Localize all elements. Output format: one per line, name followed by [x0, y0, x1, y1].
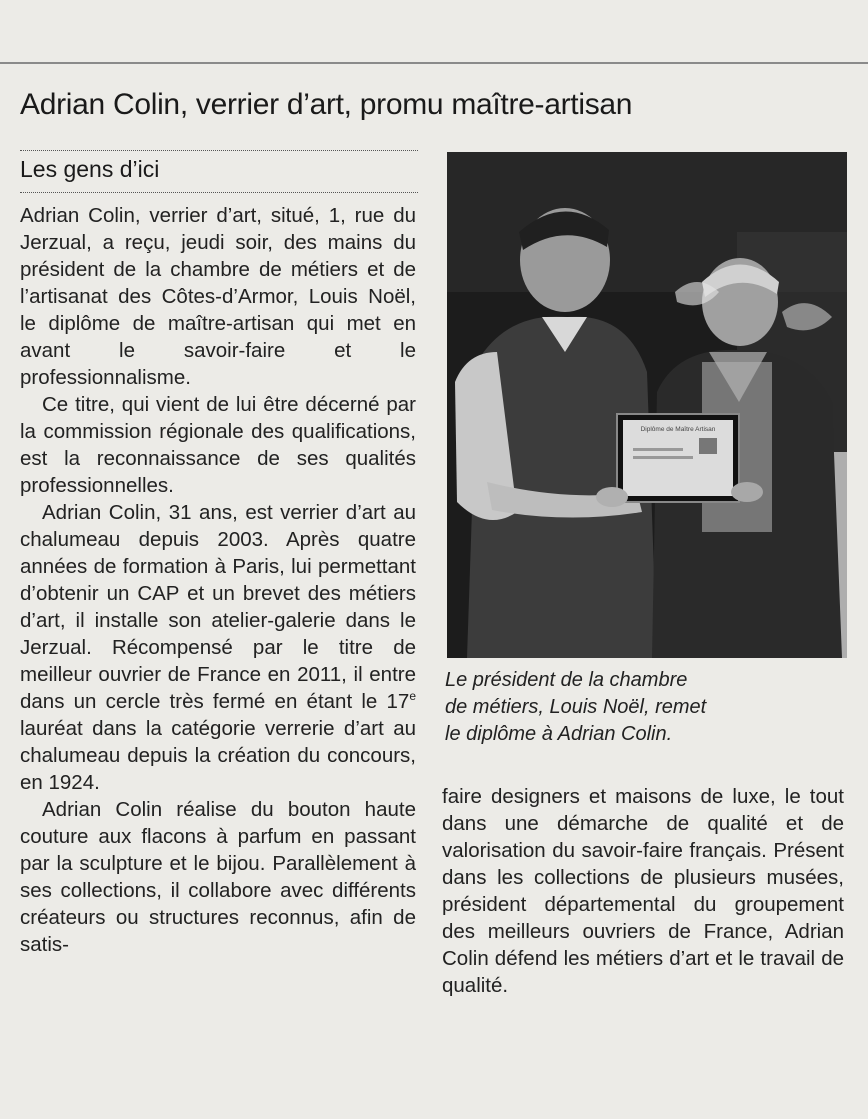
- article-column-right: [442, 783, 844, 999]
- paragraph-3: [20, 499, 416, 796]
- article-column-left: [20, 202, 416, 958]
- rubric-rule-bottom: [20, 192, 418, 193]
- article-photo: [447, 152, 847, 658]
- paragraph-4-start: Adrian Colin réalise du bouton haute couture aux flacons à parfum en passant par la sculpture et le bijou. Parallèlement à ses collections, il collabore avec différents créateurs ou structures reconnus, afin de satis-: [20, 798, 416, 956]
- paragraph-3-text-b: lauréat dans la catégorie verrerie d’art au chalumeau depuis la création du concours, en 1924.: [20, 717, 416, 794]
- photo-caption: [445, 667, 845, 748]
- paragraph-1: Adrian Colin, verrier d’art, situé, 1, rue du Jerzual, a reçu, jeudi soir, des mains du président de la chambre de métiers et de l’artisanat des Côtes-d’Armor, Louis Noël, le diplôme de maître-artisan qui met en avant le savoir-faire et le professionnalisme.: [20, 204, 416, 389]
- top-rule: [0, 62, 868, 64]
- diploma-text: Diplôme de Maître Artisan: [640, 426, 716, 433]
- paragraph-3-text-a: Adrian Colin, 31 ans, est verrier d’art au chalumeau depuis 2003. Après quatre années de formation à Paris, lui permettant d’obtenir un CAP et un brevet des métiers d’art, il installe son atelier-galerie dans le Jerzual. Récompensé par le titre de meilleur ouvrier de France en 2011, il entre dans un cercle très fermé en étant le 17: [20, 501, 416, 713]
- paragraph-4-end: faire designers et maisons de luxe, le tout dans une démarche de qualité et de valorisation du savoir-faire français. Présent dans les collections de plusieurs musées, président départemental du groupement des meilleurs ouvriers de France, Adrian Colin défend les métiers d’art et le travail de qualité.: [442, 785, 844, 997]
- rubric-label: Les gens d’ici: [20, 156, 160, 182]
- paragraph-2: Ce titre, qui vient de lui être décerné par la commission régionale des qualifications, est la reconnaissance de ses qualités professionnelles.: [20, 393, 416, 497]
- photo-illustration: [447, 152, 847, 658]
- caption-line: de métiers, Louis Noël, remet: [445, 696, 707, 718]
- rubric-rule-top: [20, 150, 418, 151]
- headline: Adrian Colin, verrier d’art, promu maître-artisan: [20, 88, 633, 121]
- ordinal-superscript: e: [409, 689, 416, 704]
- caption-line: Le président de la chambre: [445, 669, 688, 691]
- caption-line: le diplôme à Adrian Colin.: [445, 723, 673, 745]
